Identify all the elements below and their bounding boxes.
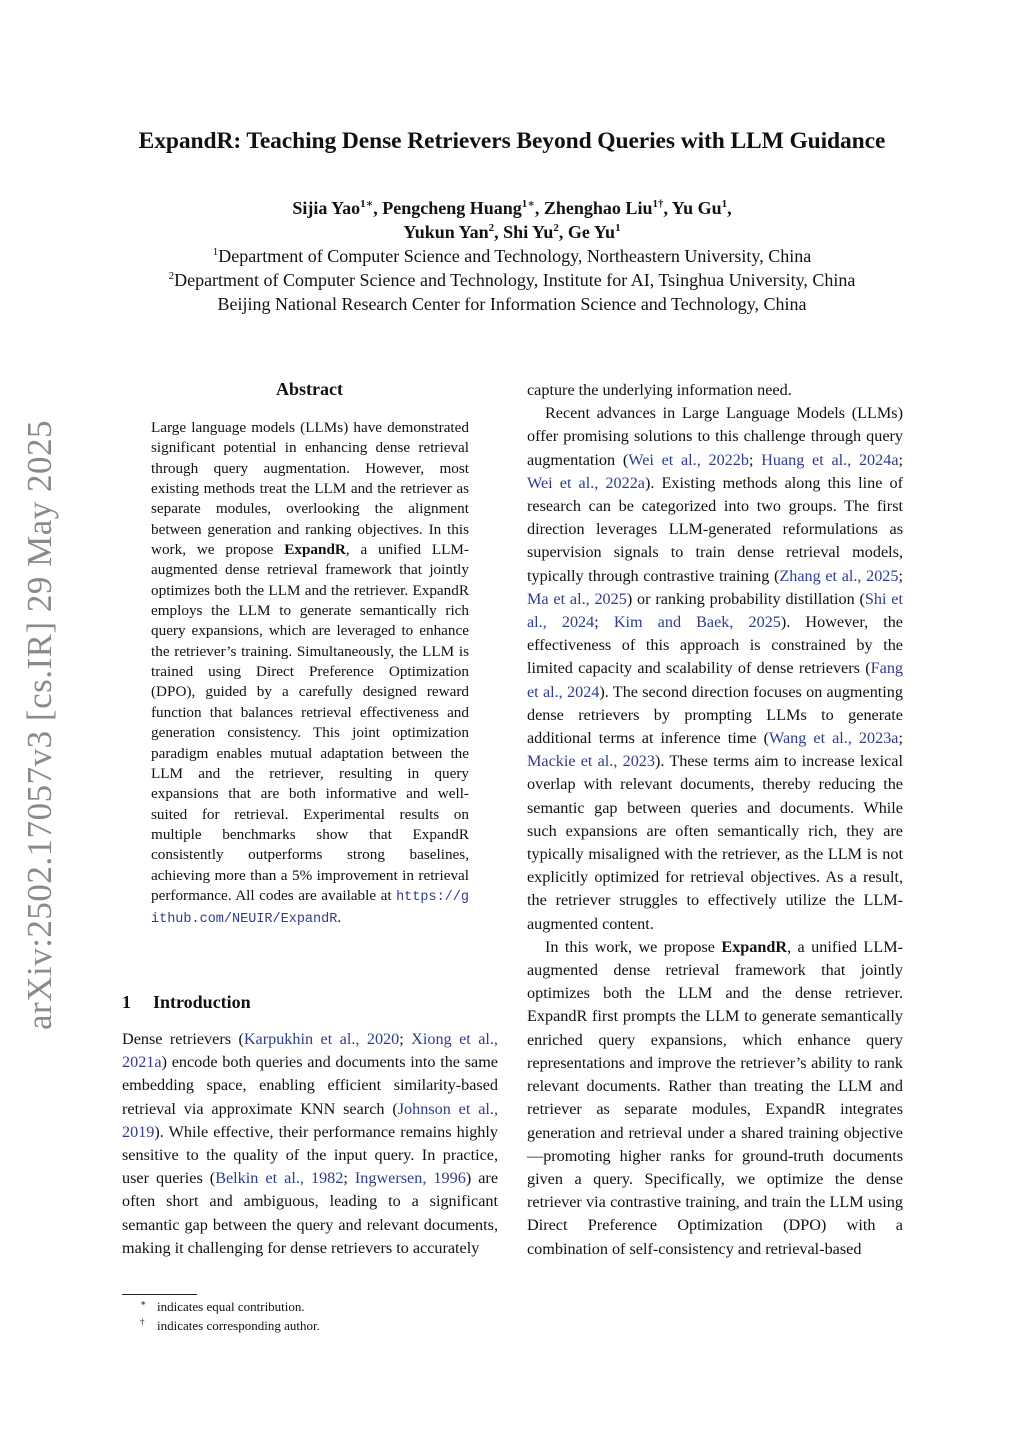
arxiv-stamp: arXiv:2502.17057v3 [cs.IR] 29 May 2025	[20, 419, 59, 1030]
citation-link[interactable]: Huang et al., 2024a	[761, 450, 899, 469]
intro-paragraph-cont	[527, 379, 903, 402]
text-run: ). The second direction focuses on augmenting dense retrievers by prompting LLMs to generate additional terms at inference time (	[527, 682, 903, 748]
footnotes	[140, 1297, 320, 1335]
text-run: ). However, the effectiveness of this approach is constrained by the limited capacity and scalability of dense retrievers (	[527, 613, 903, 678]
author-name: Shi Yu	[503, 222, 554, 242]
intro-paragraph-2	[527, 402, 903, 936]
paper-title: ExpandR: Teaching Dense Retrievers Beyond Queries with LLM Guidance	[138, 128, 886, 154]
text-run: capture the underlying information need.	[527, 381, 792, 399]
affiliation-text: Department of Computer Science and Technology, Institute for AI, Tsinghua University, China	[174, 270, 856, 290]
citation-link[interactable]: Wei et al., 2022a	[527, 473, 645, 492]
text-run: ) encode both queries and documents into the same embedding space, enabling efficient similarity-based retrieval via approximate KNN search (	[122, 1053, 498, 1118]
citation-link[interactable]: Xiong et al., 2021a	[122, 1030, 498, 1072]
author-sep: ,	[534, 198, 544, 218]
author-name: Yukun Yan	[403, 222, 489, 242]
author-mark: 2	[553, 222, 559, 234]
footnote-symbol: ∗	[140, 1298, 147, 1308]
author-mark: 1	[721, 198, 728, 210]
text-run: ). These terms aim to increase lexical overlap with relevant documents, thereby reducing the semantic gap between queries and documents. While such expansions are often semantically rich, they are typically misaligned with the retriever, as the LLM is not explicitly optimized for retrieval objectives. As a result, the retriever struggles to effectively utilize the LLM-augmented content.	[527, 752, 903, 933]
abstract-part: , a unified LLM-augmented dense retrieval framework that jointly optimizes both the LLM and the retriever. ExpandR employs the LLM to generate semantically rich query expansions, which are leveraged to enhance the retriever’s training. Simultaneously, the LLM is trained using Direct Preference Optimization (DPO), guided by a carefully designed reward function that balances retrieval effectiveness and generation consistency. This joint optimization paradigm enables mutual adaptation between the LLM and the retriever, resulting in query expansions that are both informative and well-suited for retrieval. Experimental results on multiple benchmarks show that ExpandR consistently outperforms strong baselines, achieving more than a 5% improvement in retrieval performance. All codes are available at	[151, 541, 469, 904]
author-mark: 1∗	[521, 198, 535, 210]
intro-paragraph-left	[122, 1028, 498, 1260]
author-line-1	[0, 196, 1024, 220]
author-line-2	[0, 220, 1024, 244]
text-run: ) or ranking probability distillation (	[626, 589, 865, 608]
author-sep: ,	[373, 198, 383, 218]
author-name: Pengcheng Huang	[382, 198, 522, 218]
author-name: Ge Yu	[567, 222, 616, 242]
abstract-part: .	[337, 909, 342, 927]
citation-link[interactable]: Johnson et al., 2019	[122, 1099, 498, 1141]
affiliation-mark: 1	[212, 246, 219, 258]
intro-paragraph-3	[527, 936, 903, 1261]
text-run: ) are often short and ambiguous, leading to a significant semantic gap between the query and relevant documents, making it challenging for dense retrievers to accurately	[122, 1169, 499, 1257]
citation-link[interactable]: Mackie et al., 2023	[527, 752, 655, 771]
right-column	[527, 379, 903, 1261]
text-run: ;	[748, 450, 762, 469]
author-name: Yu Gu	[671, 198, 722, 218]
citation-link[interactable]: Ma et al., 2025	[527, 589, 627, 608]
text-run: ). Existing methods along this line of research can be categorized into two groups. The first direction leverages LLM-generated reformulations as supervision signals to train dense retrieval models, typically through contrastive training (	[527, 473, 903, 585]
abstract-bold: ExpandR	[284, 541, 346, 559]
author-mark: 1	[615, 222, 621, 234]
affiliation-list	[0, 244, 1024, 316]
affiliation-text: Department of Computer Science and Technology, Northeastern University, China	[218, 246, 812, 266]
text-run: In this work, we propose	[545, 937, 722, 956]
footnote-symbol: †	[140, 1317, 145, 1327]
affiliation	[0, 292, 1024, 316]
author-sep: ,	[663, 198, 672, 218]
author-name: Zhenghao Liu	[543, 198, 653, 218]
section-heading	[122, 992, 251, 1013]
footnote-mark	[140, 1297, 157, 1316]
citation-link[interactable]: Zhang et al., 2025	[779, 566, 899, 585]
text-run: ;	[343, 1169, 355, 1188]
abstract-part: Large language models (LLMs) have demonstrated significant potential in enhancing dense retrieval through query augmentation. However, most existing methods treat the LLM and the retriever as separate modules, overlooking the alignment between generation and ranking objectives. In this work, we propose	[151, 419, 469, 559]
citation-link[interactable]: Wei et al., 2022b	[628, 450, 749, 469]
affiliation-text: Beijing National Research Center for Information Science and Technology, China	[217, 294, 807, 314]
author-name: Sijia Yao	[292, 198, 361, 218]
author-block	[0, 196, 1024, 316]
text-run: ;	[594, 613, 614, 632]
text-run: ;	[898, 450, 904, 469]
abstract-heading: Abstract	[276, 379, 343, 399]
citation-link[interactable]: Fang et al., 2024	[527, 659, 903, 701]
text-run: ;	[898, 729, 903, 748]
author-mark: 1†	[652, 198, 664, 210]
text-run: Dense retrievers (	[122, 1030, 244, 1048]
author-sep: ,	[727, 198, 732, 218]
section-number: 1	[122, 992, 131, 1012]
citation-link[interactable]: Kim and Baek, 2025	[613, 613, 781, 632]
text-run: Recent advances in Large Language Models (LLMs) offer promising solutions to this challenge through query augmentation (	[527, 404, 903, 469]
author-sep: ,	[558, 222, 568, 242]
text-run: ;	[399, 1030, 412, 1048]
footnote-text: indicates corresponding author.	[157, 1318, 320, 1333]
affiliation	[0, 244, 1024, 268]
section-title: Introduction	[153, 992, 251, 1012]
github-link[interactable]: https://github.com/NEUIR/ExpandR	[151, 889, 469, 928]
text-run: ). While effective, their performance remains highly sensitive to the quality of the input query. In practice, user queries (	[122, 1122, 498, 1188]
footnote	[140, 1316, 320, 1335]
text-run: , a unified LLM-augmented dense retrieval framework that jointly optimizes both the LLM and the dense retriever. ExpandR first prompts the LLM to generate semantically enriched query expansions, which enhance query representations and improve the retriever’s ability to rank relevant documents. Rather than treating the LLM and retriever as separate modules, ExpandR integrates generation and retrieval under a shared training objective—promoting higher ranks for ground-truth documents given a query. Specifically, we optimize the dense retriever via contrastive training, and train the LLM using Direct Preference Optimization (DPO) with a combination of self-consistency and retrieval-based	[527, 937, 903, 1258]
footnote	[140, 1297, 320, 1316]
affiliation	[0, 268, 1024, 292]
author-mark: 1∗	[360, 198, 374, 210]
citation-link[interactable]: Karpukhin et al., 2020	[243, 1030, 400, 1048]
abstract-text	[151, 418, 469, 931]
footnote-mark	[140, 1316, 157, 1335]
citation-link[interactable]: Ingwersen, 1996	[354, 1169, 466, 1188]
citation-link[interactable]: Shi et al., 2024	[527, 589, 903, 632]
text-run: ;	[898, 566, 903, 585]
author-mark: 2	[488, 222, 495, 234]
author-sep: ,	[494, 222, 504, 242]
footnote-text: indicates equal contribution.	[157, 1299, 305, 1314]
footnote-rule	[122, 1294, 197, 1295]
bold-term: ExpandR	[721, 937, 788, 956]
citation-link[interactable]: Wang et al., 2023a	[768, 729, 899, 748]
affiliation-mark: 2	[168, 270, 175, 282]
citation-link[interactable]: Belkin et al., 1982	[215, 1169, 344, 1188]
